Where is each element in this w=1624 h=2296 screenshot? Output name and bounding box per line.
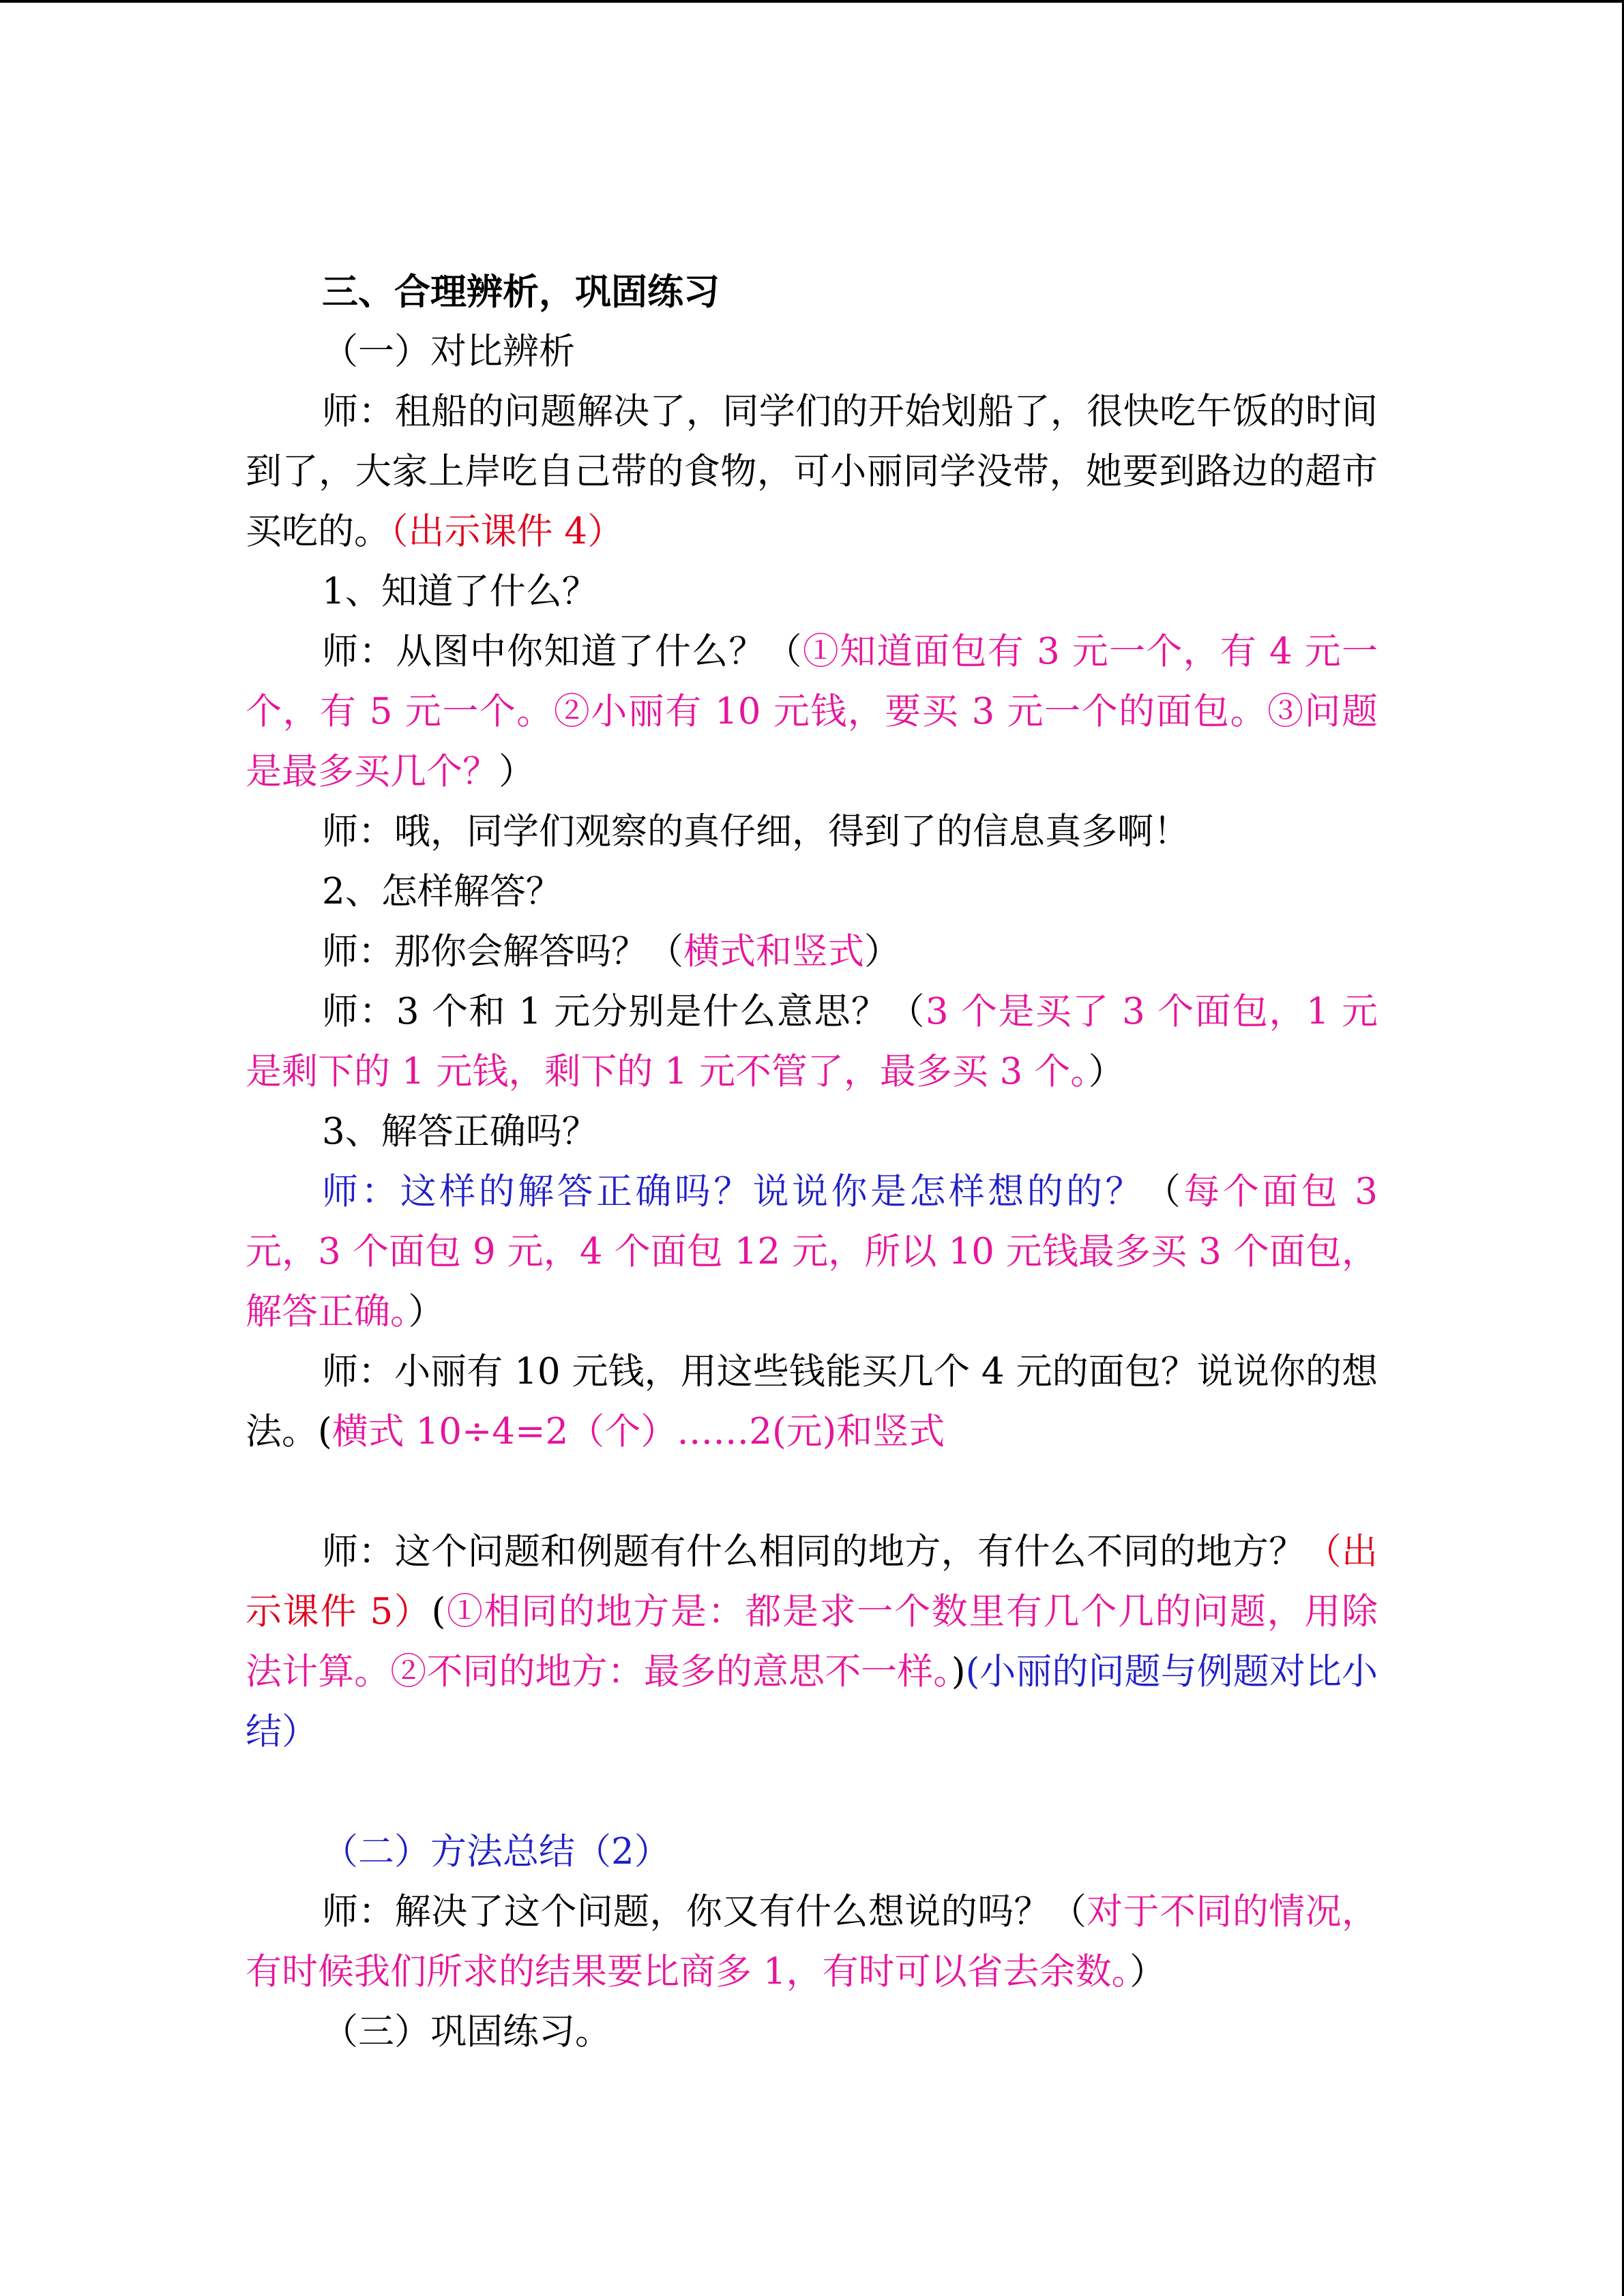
paragraph-4: [246, 922, 1378, 982]
paragraph-9: [246, 1882, 1378, 2002]
blank-line: [246, 1462, 1378, 1522]
paragraph-1-text: 师：租船的问题解决了，同学们的开始划船了，很快吃午饭的时间到了，大家上岸吃自己带的食物，可小丽同学没带，她要到路边的超市买吃的。: [246, 391, 1378, 552]
paragraph-9-close: ）: [1130, 1951, 1166, 1993]
paragraph-8-summary: (小丽的问题与例题对比小结）: [246, 1651, 1378, 1753]
paragraph-6: [246, 1162, 1378, 1342]
paragraph-9-text: 师：解决了这个问题，你又有什么想说的吗？（: [322, 1891, 1087, 1933]
paragraph-2-answer: ①知道面包有 3 元一个，有 4 元一个，有 5 元一个。②小丽有 10 元钱，要买 3 元一个的面包。③问题是最多买几个？: [246, 631, 1378, 792]
section-title: 三、合理辨析，巩固练习: [322, 271, 720, 313]
question-3: 3、解答正确吗？: [322, 1111, 598, 1152]
paragraph-6-close: ）: [408, 1291, 445, 1332]
paragraph-1: [246, 382, 1378, 562]
paragraph-5-answer: 3 个是买了 3 个面包，1 元是剩下的 1 元钱，剩下的 1 元不管了，最多买 3 个。: [246, 991, 1378, 1092]
page-border-top: [0, 0, 1624, 3]
paragraph-8-close: ): [951, 1651, 966, 1693]
paragraph-8-answer: ①相同的地方是：都是求一个数里有几个几的问题，用除法计算。②不同的地方：最多的意思不一样。: [246, 1591, 1378, 1693]
paragraph-8-text: 师：这个问题和例题有什么相同的地方，有什么不同的地方？: [322, 1531, 1305, 1572]
paragraph-2: [246, 622, 1378, 802]
paragraph-5-text: 师：3 个和 1 元分别是什么意思？（: [322, 991, 926, 1032]
question-2: 2、怎样解答？: [322, 871, 562, 912]
paragraph-4-close: ）: [864, 931, 900, 972]
paragraph-2-text: 师：从图中你知道了什么？（: [322, 631, 803, 672]
paragraph-5: [246, 982, 1378, 1102]
subsection-title-2: （二）方法总结（2）: [322, 1831, 670, 1873]
paragraph-3: 师：哦，同学们观察的真仔细，得到了的信息真多啊！: [322, 811, 1190, 852]
courseware-note-4: （出示课件 4）: [390, 511, 624, 552]
subsection-title-3: （三）巩固练习。: [322, 2011, 611, 2053]
paragraph-9-answer: 对于不同的情况，有时候我们所求的结果要比商多 1，有时可以省去余数。: [246, 1891, 1378, 1993]
paragraph-7-text: 师：小丽有 10 元钱，用这些钱能买几个 4 元的面包？说说你的想法。(: [246, 1351, 1378, 1452]
paragraph-4-text: 师：那你会解答吗？（: [322, 931, 683, 972]
paragraph-7-answer: 横式 10÷4=2（个）……2(元)和竖式: [331, 1411, 945, 1452]
question-1: 1、知道了什么？: [322, 571, 598, 612]
document-page: [246, 262, 1378, 2062]
paragraph-7: [246, 1342, 1378, 1462]
paragraph-8: [246, 1522, 1378, 1762]
paragraph-6-answer: 每个面包 3 元，3 个面包 9 元，4 个面包 12 元，所以 10 元钱最多买 3 个面包，解答正确。: [246, 1171, 1378, 1332]
subsection-title-1: （一）对比辨析: [322, 331, 575, 372]
paragraph-4-answer: 横式和竖式: [683, 931, 864, 972]
blank-line: [246, 1762, 1378, 1822]
paragraph-2-close: ）: [499, 751, 535, 792]
courseware-note-5: （出示课件 5）: [246, 1531, 1378, 1632]
paragraph-6-open: （: [1144, 1171, 1184, 1212]
paragraph-6-text: 师：这样的解答正确吗？说说你是怎样想的的？: [322, 1171, 1145, 1212]
paragraph-8-open: (: [431, 1591, 446, 1632]
paragraph-5-close: ）: [1088, 1051, 1125, 1092]
